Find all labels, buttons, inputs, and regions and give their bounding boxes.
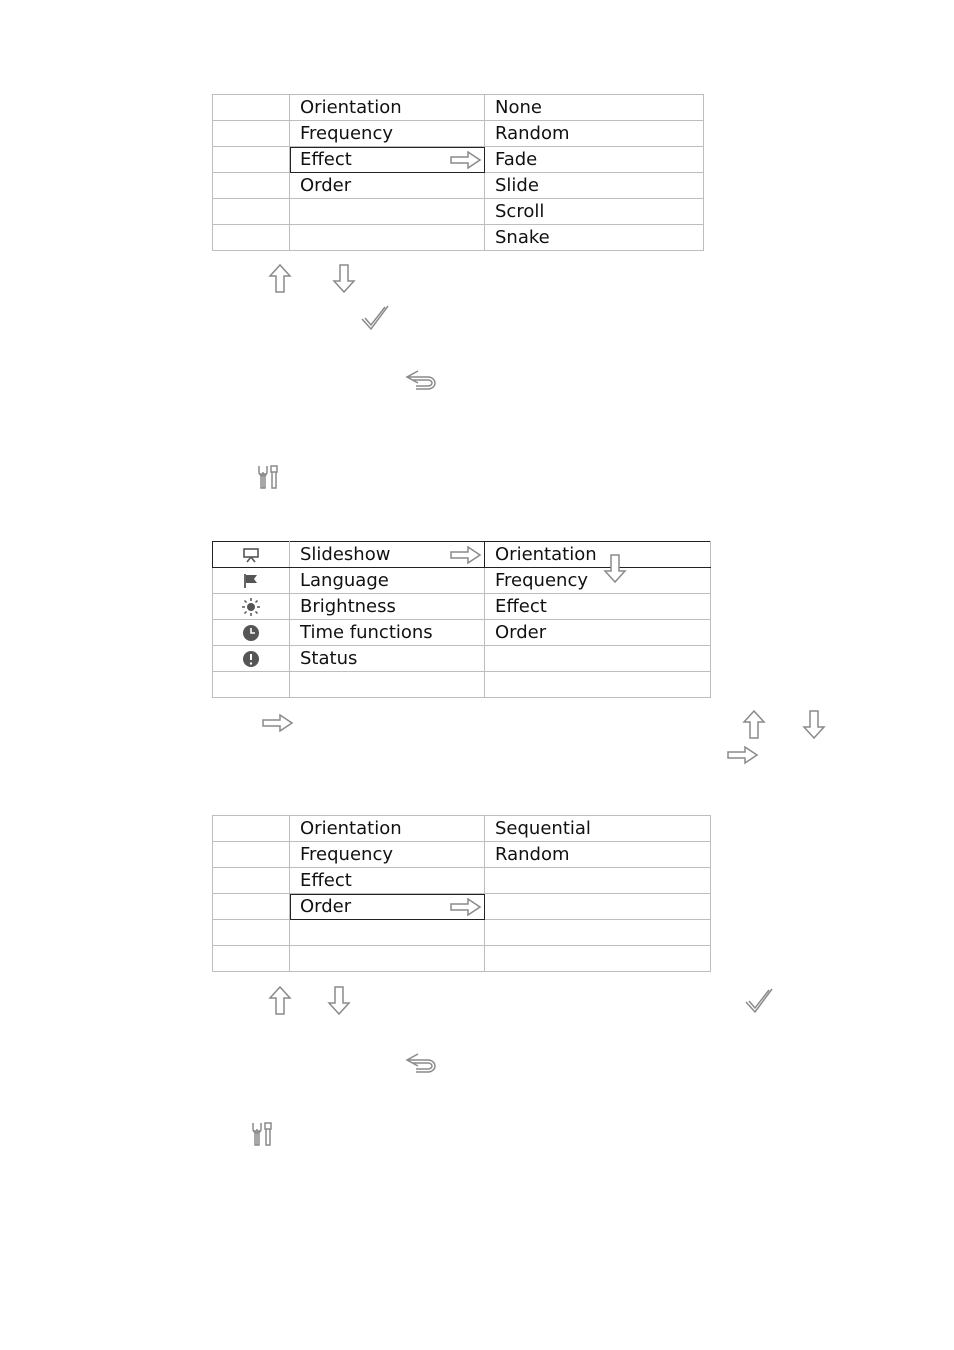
menu-item-label: Effect bbox=[290, 868, 485, 894]
menu-item-label: Language bbox=[290, 568, 485, 594]
down-arrow-icon bbox=[327, 986, 351, 1016]
language-flag-icon bbox=[243, 570, 259, 591]
submenu-item bbox=[485, 646, 711, 672]
menu-item-label bbox=[290, 672, 485, 698]
down-arrow-icon bbox=[332, 264, 356, 294]
right-arrow-icon bbox=[262, 713, 294, 733]
table-row[interactable] bbox=[213, 920, 711, 946]
back-icon bbox=[404, 368, 438, 392]
setup-tools-icon bbox=[250, 1121, 274, 1147]
setup-tools-icon bbox=[256, 464, 280, 490]
table-row[interactable] bbox=[213, 646, 711, 672]
submenu-item: Effect bbox=[485, 594, 711, 620]
table-row[interactable] bbox=[213, 199, 704, 225]
down-arrow-icon bbox=[802, 710, 826, 740]
main-menu-table bbox=[212, 541, 711, 698]
option-value: Fade bbox=[485, 147, 704, 173]
back-icon bbox=[404, 1051, 438, 1075]
menu-item-label: Brightness bbox=[290, 594, 485, 620]
option-value: Sequential bbox=[485, 816, 711, 842]
menu-item-label: Status bbox=[290, 646, 485, 672]
submenu-item: Frequency bbox=[485, 568, 711, 594]
submenu-item: Order bbox=[485, 620, 711, 646]
status-info-icon bbox=[242, 648, 260, 669]
table-row[interactable] bbox=[213, 568, 711, 594]
option-value bbox=[485, 894, 711, 920]
checkmark-icon bbox=[360, 304, 390, 332]
slideshow-icon bbox=[242, 544, 260, 565]
menu-item-label bbox=[290, 199, 485, 225]
submenu-item bbox=[485, 672, 711, 698]
table-row[interactable] bbox=[213, 95, 704, 121]
menu-item-label: Orientation bbox=[290, 816, 485, 842]
table-row[interactable] bbox=[213, 121, 704, 147]
right-arrow-icon bbox=[727, 745, 759, 765]
up-arrow-icon bbox=[268, 986, 292, 1016]
table-row[interactable] bbox=[213, 946, 711, 972]
option-value: None bbox=[485, 95, 704, 121]
menu-item-label: Frequency bbox=[290, 842, 485, 868]
option-value bbox=[485, 946, 711, 972]
option-value: Snake bbox=[485, 225, 704, 251]
menu-item-label bbox=[290, 920, 485, 946]
order-submenu-table bbox=[212, 815, 711, 972]
table-row[interactable] bbox=[213, 868, 711, 894]
table-row[interactable] bbox=[213, 620, 711, 646]
menu-item-label: Frequency bbox=[290, 121, 485, 147]
table-row[interactable] bbox=[213, 842, 711, 868]
menu-item-label: Slideshow bbox=[300, 544, 391, 565]
menu-item-label: Order bbox=[300, 896, 352, 917]
up-arrow-icon bbox=[742, 710, 766, 740]
submenu-item: Orientation bbox=[495, 544, 597, 565]
table-row[interactable] bbox=[213, 816, 711, 842]
menu-item-label bbox=[290, 225, 485, 251]
option-value: Random bbox=[485, 121, 704, 147]
table-row[interactable] bbox=[213, 225, 704, 251]
effect-submenu-table bbox=[212, 94, 704, 251]
table-row[interactable] bbox=[213, 594, 711, 620]
table-row[interactable] bbox=[213, 173, 704, 199]
option-value bbox=[485, 920, 711, 946]
menu-item-label: Order bbox=[290, 173, 485, 199]
checkmark-icon bbox=[744, 987, 774, 1015]
menu-item-label: Time functions bbox=[290, 620, 485, 646]
table-row[interactable] bbox=[213, 672, 711, 698]
option-value bbox=[485, 868, 711, 894]
table-row-selected[interactable] bbox=[213, 894, 711, 920]
brightness-sun-icon bbox=[242, 596, 260, 617]
table-row-selected[interactable] bbox=[213, 147, 704, 173]
up-arrow-icon bbox=[268, 264, 292, 294]
option-value: Scroll bbox=[485, 199, 704, 225]
option-value: Random bbox=[485, 842, 711, 868]
menu-item-label: Orientation bbox=[290, 95, 485, 121]
table-row-selected[interactable] bbox=[213, 542, 711, 568]
menu-item-label: Effect bbox=[300, 149, 352, 170]
option-value: Slide bbox=[485, 173, 704, 199]
menu-item-label bbox=[290, 946, 485, 972]
time-clock-icon bbox=[242, 622, 260, 643]
